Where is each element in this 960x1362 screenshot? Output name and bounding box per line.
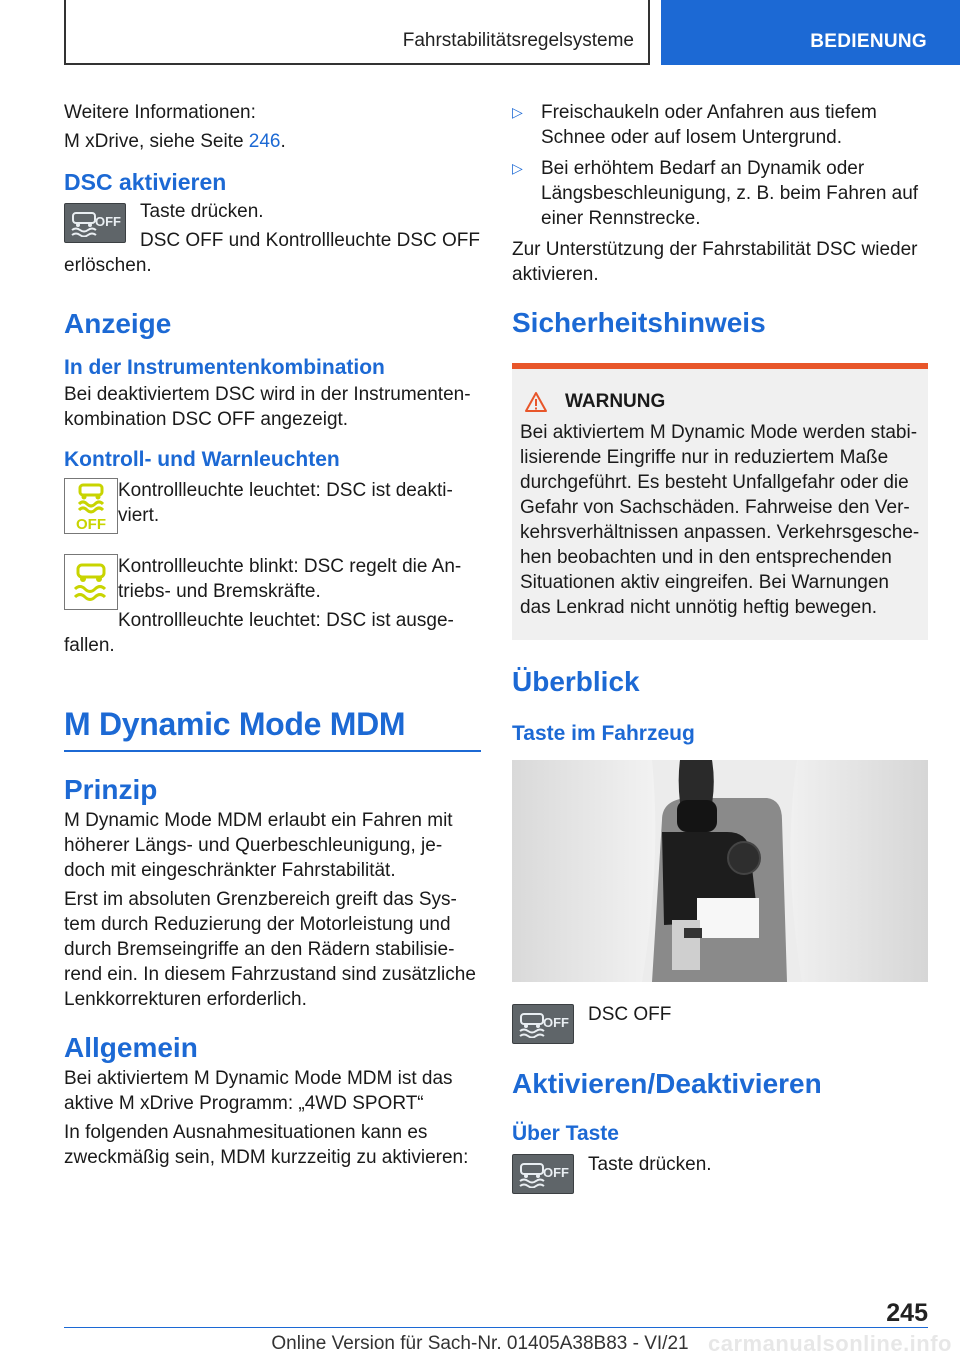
footer-divider <box>64 1327 928 1328</box>
light2-text: Kontrollleuchte blinkt: DSC regelt die An-triebs- und Bremskräfte. <box>118 556 462 602</box>
reactivate-text: Zur Unterstützung der Fahrstabilität DSC wieder aktivieren. <box>512 239 918 285</box>
cluster-text: Bei deaktiviertem DSC wird in der Instrumenten-kombination DSC OFF angezeigt. <box>64 384 471 430</box>
heading-button-in-vehicle: Taste im Fahrzeug <box>512 722 695 745</box>
dsc-indicator-icon <box>64 554 118 610</box>
principle-text-1: M Dynamic Mode MDM erlaubt ein Fahren mit höherer Längs- und Querbeschleunigung, je-doch mit eingeschränkter Fahrstabilität. <box>64 810 453 881</box>
heading-overview: Überblick <box>512 666 640 697</box>
warning-triangle-icon <box>524 391 548 413</box>
general-text-2: In folgenden Ausnahmesituationen kann es zweckmäßig sein, MDM kurzzeitig zu aktivieren: <box>64 1122 469 1168</box>
dsc-press-text: Taste drücken. <box>140 201 264 222</box>
indicator-dsc-off-row <box>64 478 481 540</box>
svg-text:OFF: OFF <box>76 516 106 533</box>
watermark: carmanualsonline.info <box>708 1331 952 1356</box>
page-header <box>0 0 960 66</box>
dsc-off-button-row <box>512 1002 928 1046</box>
bullet-triangle-icon: ▷ <box>512 160 523 176</box>
dsc-off-button-icon: OFF <box>512 1154 574 1194</box>
section-title-box <box>64 0 650 65</box>
online-version-text: Online Version für Sach-Nr. 01405A38B83 - VI/21 <box>271 1333 689 1354</box>
list-item: ▷ Freischaukeln oder Anfahren aus tiefem Schnee oder auf losem Untergrund. <box>512 102 877 148</box>
center-console-photo <box>512 760 928 982</box>
heading-lights: Kontroll- und Warnleuchten <box>64 448 340 471</box>
section-title: Fahrstabilitätsregelsysteme <box>402 30 634 51</box>
bullet-triangle-icon: ▷ <box>512 104 523 120</box>
warning-text: Bei aktiviertem M Dynamic Mode werden stabi-lisierende Eingriffe nur in reduziertem Maße durchgeführt. Es besteht Unfallgefahr oder die Gefahr von Sachschäden. Fahrweise den Ver-kehrsverhältnissen anpassen. Verkehrsgesche-hen beobachten und in den entsprechenden Situationen aktiv eingreifen. Bei Warnungen das Lenkrad nicht unnötig heftig bewegen. <box>520 422 920 618</box>
right-column <box>512 100 928 1196</box>
light1-text: Kontrollleuchte leuchtet: DSC ist deakti-viert. <box>118 480 453 526</box>
heading-dsc-activate: DSC aktivieren <box>64 169 227 195</box>
dsc-activate-block <box>64 199 481 278</box>
principle-text-2: Erst im absoluten Grenzbereich greift das Sys-tem durch Reduzierung der Motorleistung und durch Bremseingriffe an den Rädern stabilisie-rend ein. In diesem Fahrzustand sind zusätzliche Lenkkorrekturen erforderlich. <box>64 889 476 1010</box>
press-text: Taste drücken. <box>588 1154 712 1175</box>
heading-cluster: In der Instrumentenkombination <box>64 356 385 379</box>
info-label: Weitere Informationen: <box>64 102 256 123</box>
warning-title: WARNUNG <box>524 389 920 414</box>
dsc-off-text: DSC OFF und Kontrollleuchte DSC OFF erlöschen. <box>64 230 480 276</box>
left-column <box>64 100 481 1174</box>
warning-box <box>512 363 928 640</box>
chapter-tab-label: BEDIENUNG <box>810 31 927 52</box>
heading-display: Anzeige <box>64 308 172 339</box>
page-number: 245 <box>886 1299 928 1327</box>
heading-general: Allgemein <box>64 1032 198 1063</box>
page-link-246[interactable]: 246 <box>248 131 281 152</box>
heading-toggle: Aktivieren/Deaktivieren <box>512 1068 822 1099</box>
press-button-row <box>512 1152 928 1196</box>
xdrive-reference: M xDrive, siehe Seite 246. <box>64 131 286 152</box>
dsc-off-label: DSC OFF <box>588 1004 672 1025</box>
exception-list <box>512 100 928 231</box>
heading-principle: Prinzip <box>64 774 158 805</box>
list-item: ▷ Bei erhöhtem Bedarf an Dynamik oder Längsbeschleunigung, z. B. beim Fahren auf einer Rennstrecke. <box>512 158 919 229</box>
heading-mdm: M Dynamic Mode MDM <box>64 706 406 742</box>
indicator-dsc-row <box>64 554 481 658</box>
dsc-off-indicator-icon <box>64 478 118 534</box>
light2-text2: Kontrollleuchte leuchtet: DSC ist ausge-fallen. <box>64 610 454 656</box>
heading-via-button: Über Taste <box>512 1122 619 1145</box>
dsc-off-button-icon: OFF <box>512 1004 574 1044</box>
chapter-tab[interactable] <box>661 0 960 65</box>
heading-safety: Sicherheitshinweis <box>512 307 766 338</box>
dsc-off-button-icon: OFF <box>64 203 126 243</box>
general-text-1: Bei aktiviertem M Dynamic Mode MDM ist das aktive M xDrive Programm: „4WD SPORT“ <box>64 1068 453 1114</box>
mdm-heading-wrap <box>64 704 481 752</box>
